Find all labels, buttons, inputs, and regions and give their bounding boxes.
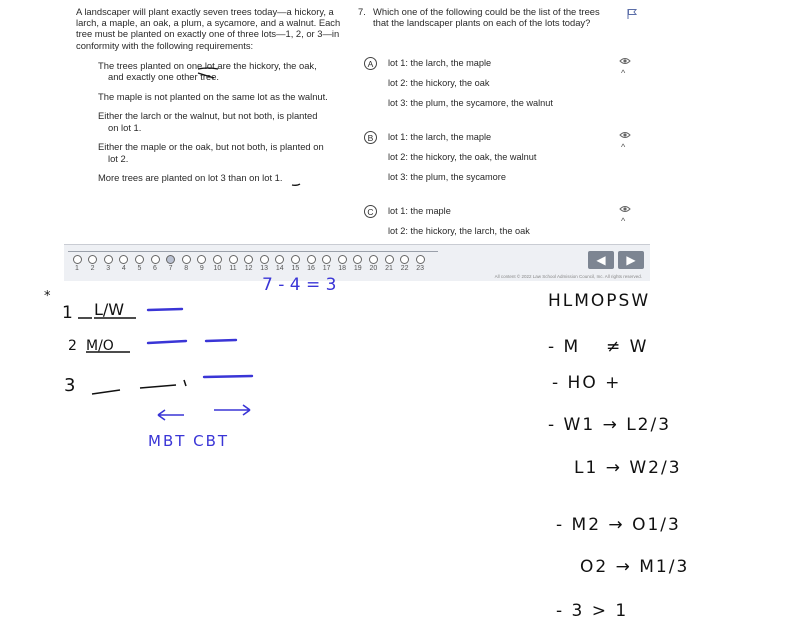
choice-a-letter[interactable]: A (364, 57, 377, 70)
rule-note-1b: ≠ W (606, 337, 649, 357)
choice-b-line-1: lot 1: the larch, the maple (388, 132, 492, 142)
passage-underlines (198, 68, 300, 185)
lot-2-slot-1: M/O (86, 338, 114, 354)
question-tick-label: 23 (416, 265, 425, 272)
question-tick-label: 2 (90, 265, 95, 272)
lot-row-2: 2 (68, 338, 77, 354)
choice-a-line-1: lot 1: the larch, the maple (388, 58, 492, 68)
ink-underline (292, 184, 300, 185)
question-tick-label: 16 (307, 265, 315, 272)
question-tick-label: 8 (184, 265, 189, 272)
question-number: 7. (358, 6, 366, 17)
arrows-caption: MBT CBT (148, 432, 230, 450)
count-note: 7 - 4 = 3 (262, 275, 337, 295)
rule-note-4: L1 → W2/3 (574, 458, 682, 478)
ink-slot (206, 340, 236, 341)
rule-1-cont: and exactly one other tree. (108, 71, 220, 83)
ink-underline (198, 73, 214, 78)
question-tick-label: 17 (322, 265, 331, 272)
rule-3-text: Either the larch or the walnut, but not both, is planted (98, 110, 318, 122)
roster-note: HLMOPSW (548, 291, 651, 311)
ink-slot (148, 341, 186, 343)
question-tick-label: 3 (106, 265, 111, 272)
choice-a-line-3: lot 3: the plum, the sycamore, the walnut (388, 98, 553, 108)
choice-c-line-2: lot 2: the hickory, the larch, the oak (388, 226, 530, 236)
rule-note-2: - HO + (552, 373, 622, 393)
question-tick-label: 21 (385, 265, 393, 272)
question-tick-label: 9 (199, 265, 204, 272)
lot-1-slot-1: L/W (94, 300, 125, 319)
rule-5-text: More trees are planted on lot 3 than on lot 1. (98, 172, 283, 184)
rule-2-text: The maple is not planted on the same lot as the walnut. (98, 90, 328, 102)
question-tick-label: 15 (291, 265, 300, 272)
question-tick-label: 20 (369, 265, 378, 272)
collapse-caret-icon[interactable]: ^ (621, 142, 626, 152)
rule-note-7: - 3 > 1 (556, 601, 629, 621)
ink-slot (92, 390, 120, 394)
lot-row-3: 3 (64, 375, 76, 396)
question-tick-label: 13 (260, 265, 269, 272)
choice-c-line-1: lot 1: the maple (388, 206, 451, 216)
question-tick-label: 19 (353, 265, 362, 272)
arrow-left-icon[interactable]: ◀ (588, 251, 614, 269)
ink-slot (148, 309, 182, 310)
question-tick-label: 12 (244, 265, 253, 272)
question-text: Which one of the following could be the list of the trees that the landscaper plants on each of the lots today? (373, 6, 600, 29)
lot-slot-lines (78, 318, 186, 394)
question-tick-label: 11 (229, 265, 237, 272)
ink-underline (198, 68, 218, 69)
rule-4-text: Either the maple or the oak, but not both, is planted on (98, 141, 324, 153)
arrow-left-icon (158, 410, 184, 420)
arrow-right-icon (214, 405, 250, 415)
blue-slot-lines (148, 309, 252, 377)
rule-note-3: - W1 → L2/3 (548, 415, 672, 435)
question-tick-label: 4 (121, 265, 126, 272)
question-tick-label: 10 (213, 265, 222, 272)
ink-slot (184, 380, 186, 386)
direction-arrows (158, 405, 250, 420)
question-tick-label: 22 (400, 265, 409, 272)
choice-c-letter[interactable]: C (364, 205, 377, 218)
question-tick-label: 1 (75, 265, 79, 272)
question-tick-label: 6 (153, 265, 157, 272)
rule-3-cont: on lot 1. (108, 121, 142, 133)
rule-note-1: - M (548, 337, 581, 357)
choice-b-letter[interactable]: B (364, 131, 377, 144)
lot-row-1: 1 (62, 303, 73, 323)
rule-note-5: - M2 → O1/3 (556, 515, 681, 535)
choice-a-line-2: lot 2: the hickory, the oak (388, 78, 490, 88)
rule-note-6: O2 → M1/3 (580, 557, 690, 577)
ink-slot (204, 376, 252, 377)
choice-b-line-2: lot 2: the hickory, the oak, the walnut (388, 152, 537, 162)
collapse-caret-icon[interactable]: ^ (621, 68, 626, 78)
ink-star-mark: * (44, 289, 51, 304)
question-tick-label: 14 (275, 265, 284, 272)
rule-1-text: The trees planted on one lot are the hickory, the oak, (98, 59, 317, 71)
choice-b-line-3: lot 3: the plum, the sycamore (388, 172, 506, 182)
collapse-caret-icon[interactable]: ^ (621, 216, 626, 226)
arrow-right-icon[interactable]: ▶ (618, 251, 644, 269)
copyright-notice: All content © 2022 Law School Admission Council, Inc. All rights reserved. (494, 274, 642, 279)
passage-stem: A landscaper will plant exactly seven trees today—a hickory, a larch, a maple, an oak, a plum, a sycamore, and a walnut. Each tree must be planted on exactly one of three lots—1, 2, or 3—in conformity with the following requirements: (76, 6, 341, 51)
rule-4-cont: lot 2. (108, 152, 129, 164)
question-tick-label: 5 (137, 265, 142, 272)
question-tick-label: 7 (168, 265, 173, 272)
ink-slot (140, 385, 176, 388)
question-tick-label: 18 (338, 265, 347, 272)
